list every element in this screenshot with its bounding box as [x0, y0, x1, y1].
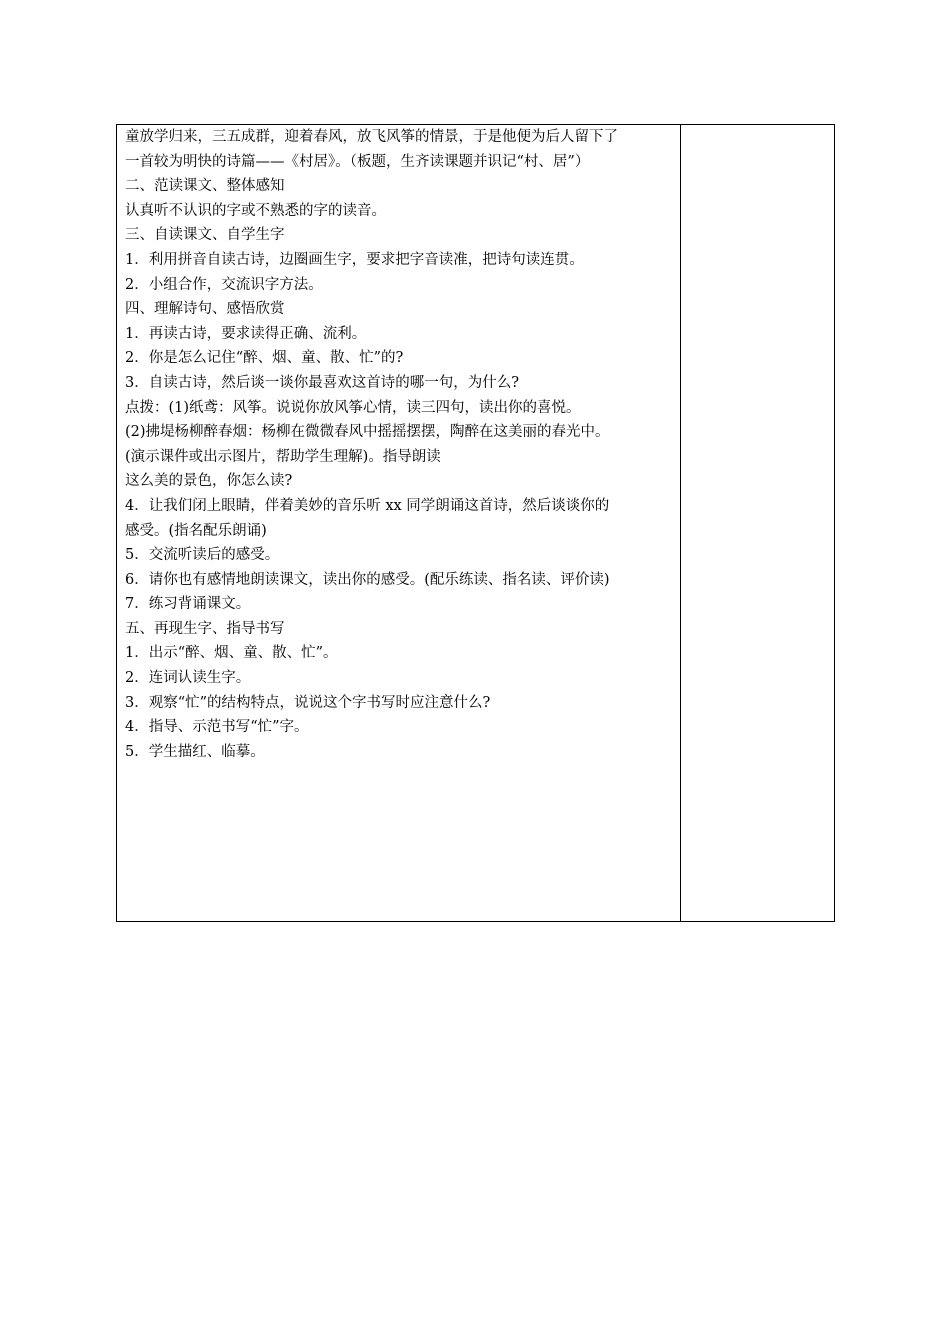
section-heading: 三、自读课文、自学生字 [125, 227, 285, 244]
lesson-plan-table [116, 124, 835, 922]
notes-cell [681, 125, 834, 921]
section-heading: 二、范读课文、整体感知 [125, 178, 285, 195]
text-line: (演示课件或出示图片，帮助学生理解)。指导朗读 [125, 448, 441, 465]
text-line: 1．再读古诗，要求读得正确、流利。 [125, 325, 367, 342]
text-line: 5．学生描红、临摹。 [125, 743, 265, 760]
text-line: 2．小组合作，交流识字方法。 [125, 276, 323, 293]
text-line: 7．练习背诵课文。 [125, 596, 251, 613]
text-line: 6．请你也有感情地朗读课文，读出你的感受。(配乐练读、指名读、评价读) [125, 571, 610, 588]
lesson-content-cell [117, 125, 681, 921]
text-line: 1．出示“醉、烟、童、散、忙”。 [125, 645, 338, 662]
section-heading: 四、理解诗句、感悟欣赏 [125, 301, 285, 318]
text-line: 3．自读古诗，然后谈一谈你最喜欢这首诗的哪一句，为什么? [125, 374, 519, 391]
text-line: (2)拂堤杨柳醉春烟：杨柳在微微春风中摇摇摆摆，陶醉在这美丽的春光中。 [125, 424, 610, 441]
text-line: 5．交流听读后的感受。 [125, 547, 280, 564]
text-line: 4．指导、示范书写“忙”字。 [125, 719, 309, 736]
text-line: 认真听不认识的字或不熟悉的字的读音。 [125, 202, 386, 219]
section-heading: 五、再现生字、指导书写 [125, 620, 285, 637]
text-line: 点拨：(1)纸鸢：风筝。说说你放风筝心情，读三四句，读出你的喜悦。 [125, 399, 581, 416]
text-line: 2．连词认读生字。 [125, 670, 251, 687]
text-line: 这么美的景色，你怎么读? [125, 473, 293, 490]
text-line: 感受。(指名配乐朗诵) [125, 522, 267, 539]
text-line: 童放学归来，三五成群，迎着春风，放飞风筝的情景，于是他便为后人留下了 [125, 129, 618, 145]
text-line: 4．让我们闭上眼睛，伴着美妙的音乐听 xx 同学朗诵这首诗，然后谈谈你的 [125, 497, 610, 514]
text-line: 一首较为明快的诗篇——《村居》。（板题，生齐读课题并识记“村、居”） [125, 153, 590, 170]
text-line: 3．观察“忙”的结构特点，说说这个字书写时应注意什么? [125, 694, 491, 711]
text-line: 1．利用拼音自读古诗，边圈画生字，要求把字音读准，把诗句读连贯。 [125, 251, 584, 268]
text-line: 2．你是怎么记住“醉、烟、童、散、忙”的? [125, 350, 404, 367]
